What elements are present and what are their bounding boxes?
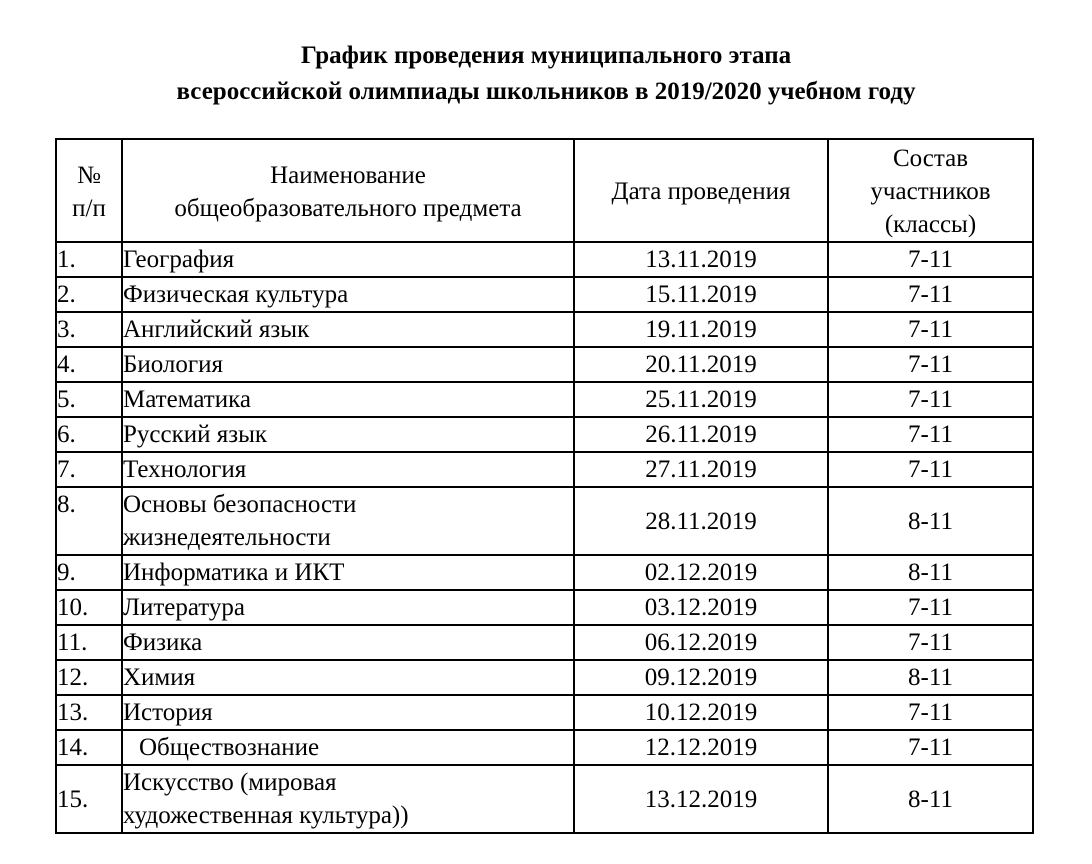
row-number: 8. [56,487,122,555]
row-classes: 7-11 [828,242,1033,277]
row-date: 27.11.2019 [574,452,828,487]
row-subject-line-1: Основы безопасности [123,491,357,518]
row-classes: 8-11 [828,660,1033,695]
row-date: 15.11.2019 [574,277,828,312]
row-classes: 7-11 [828,312,1033,347]
row-classes: 7-11 [828,347,1033,382]
row-subject-line-2: художественная культура)) [123,802,409,829]
table-row [56,625,1033,660]
row-subject: Английский язык [122,312,574,347]
row-date: 19.11.2019 [574,312,828,347]
table-row [56,417,1033,452]
row-subject: Физика [122,625,574,660]
table-header-row [56,139,1033,242]
table-row [56,590,1033,625]
header-classes: Состав участников (классы) [828,139,1033,242]
row-date: 06.12.2019 [574,625,828,660]
row-number: 13. [56,695,122,730]
row-number: 4. [56,347,122,382]
row-date: 26.11.2019 [574,417,828,452]
row-subject: Математика [122,382,574,417]
row-subject [122,765,574,833]
row-subject: Литература [122,590,574,625]
table-row [56,277,1033,312]
row-number: 6. [56,417,122,452]
header-number: № п/п [56,139,122,242]
row-date: 10.12.2019 [574,695,828,730]
row-classes: 7-11 [828,730,1033,765]
table-row [56,730,1033,765]
table-row [56,347,1033,382]
row-number: 2. [56,277,122,312]
row-classes: 7-11 [828,625,1033,660]
row-number: 1. [56,242,122,277]
row-subject: Обществознание [122,730,574,765]
row-classes: 7-11 [828,277,1033,312]
table-row [56,765,1033,833]
row-number: 11. [56,625,122,660]
table-row [56,660,1033,695]
table-row [56,382,1033,417]
row-subject: Физическая культура [122,277,574,312]
row-date: 02.12.2019 [574,555,828,590]
row-classes: 8-11 [828,765,1033,833]
row-subject: Информатика и ИКТ [122,555,574,590]
row-subject-line-1: Искусство (мировая [123,769,337,796]
row-subject: Русский язык [122,417,574,452]
row-date: 13.12.2019 [574,765,828,833]
document-title [0,38,1092,110]
table-row [56,312,1033,347]
row-number: 3. [56,312,122,347]
row-subject: Биология [122,347,574,382]
row-number: 12. [56,660,122,695]
title-line-2: всероссийской олимпиады школьников в 2019/2020 учебном году [176,78,916,105]
table-row [56,487,1033,555]
olympiad-schedule-table [55,138,1034,834]
row-classes: 8-11 [828,487,1033,555]
row-classes: 7-11 [828,695,1033,730]
row-classes: 7-11 [828,452,1033,487]
row-subject [122,487,574,555]
row-subject: Химия [122,660,574,695]
row-classes: 8-11 [828,555,1033,590]
row-number: 10. [56,590,122,625]
table-row [56,242,1033,277]
row-subject: История [122,695,574,730]
header-subject: Наименование общеобразовательного предмета [122,139,574,242]
row-number: 7. [56,452,122,487]
row-date: 13.11.2019 [574,242,828,277]
title-line-1: График проведения муниципального этапа [300,42,792,69]
row-number: 5. [56,382,122,417]
row-classes: 7-11 [828,590,1033,625]
table-row [56,555,1033,590]
header-date: Дата проведения [574,139,828,242]
row-date: 20.11.2019 [574,347,828,382]
row-subject: География [122,242,574,277]
row-date: 03.12.2019 [574,590,828,625]
row-number: 14. [56,730,122,765]
row-number: 9. [56,555,122,590]
row-date: 25.11.2019 [574,382,828,417]
row-classes: 7-11 [828,417,1033,452]
row-date: 28.11.2019 [574,487,828,555]
row-classes: 7-11 [828,382,1033,417]
table-row [56,452,1033,487]
row-subject: Технология [122,452,574,487]
row-number: 15. [56,765,122,833]
row-date: 12.12.2019 [574,730,828,765]
row-subject-line-2: жизнедеятельности [123,524,331,551]
table-row [56,695,1033,730]
row-date: 09.12.2019 [574,660,828,695]
